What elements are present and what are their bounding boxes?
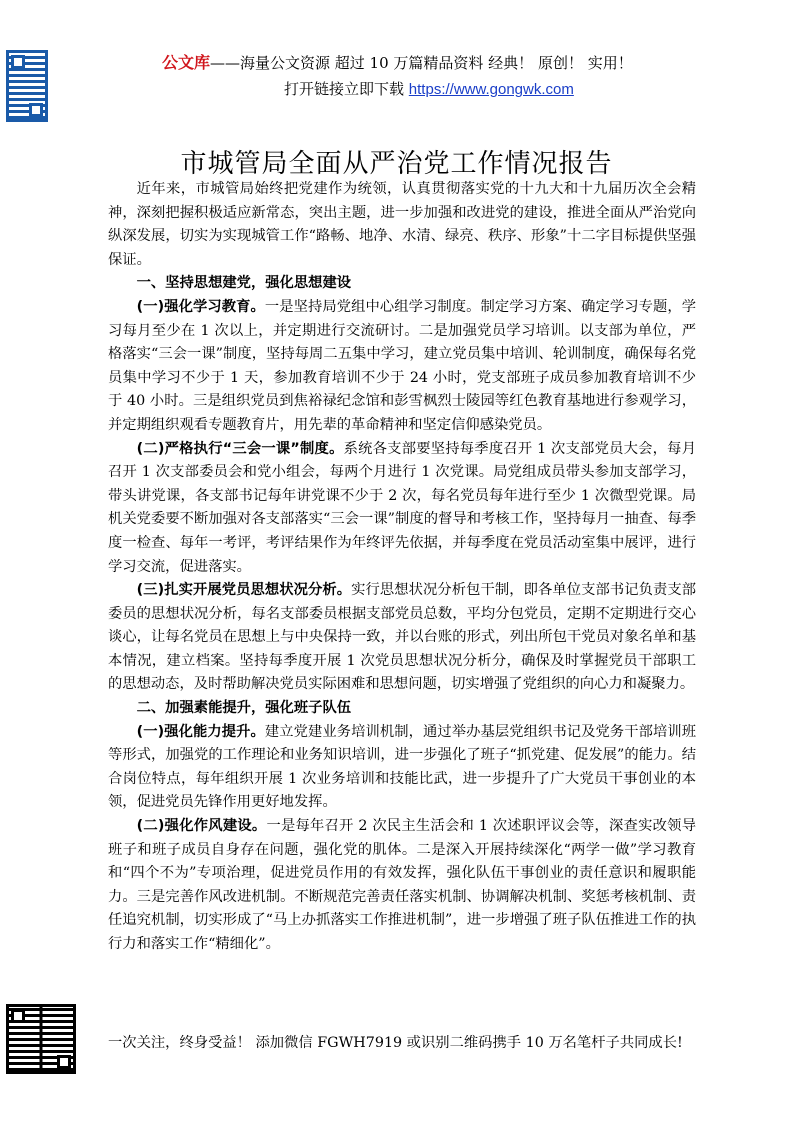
paragraph-lead: (三)扎实开展党员思想状况分析。 [136,582,352,599]
paragraph [108,579,696,697]
paragraph [108,296,696,438]
paragraph [108,721,696,815]
qr-code-icon [6,1004,76,1074]
paragraph-text: 实行思想状况分析包干制，即各单位支部书记负责支部委员的思想状况分析，每名支部委员根据支部党员总数，平均分包党员，定期不定期进行交心谈心，让每名党员在思想上与中央保持一致，并以台账的形式，列出所包干党员对象名单和基本情况，建立档案。坚持每季度开展 1 次党员思想状况分析分，确保及时掌握党员干部职工的思想动态，及时帮助解决党员实际困难和思想问题，切实增强了党组织的向心力和凝聚力。 [108,582,696,693]
paragraph-text: 近年来，市城管局始终把党建作为统领，认真贯彻落实党的十九大和十九届历次全会精神，深刻把握积极适应新常态，突出主题，进一步加强和改进党的建设，推进全面从严治党向纵深发展，切实为实现城管工作“路畅、地净、水清、绿亮、秩序、形象”十二字目标提供坚强保证。 [108,181,696,268]
header-download-line [284,78,574,99]
paragraph-text: 建立党建业务培训机制，通过举办基层党组织书记及党务干部培训班等形式，加强党的工作理论和业务知识培训，进一步强化了班子“抓党建、促发展”的能力。结合岗位特点，每年组织开展 1 次业务培训和技能比武，进一步提升了广大党员干事创业的本领，促进党员先锋作用更好地发挥。 [108,723,696,811]
paragraph-text: 一是每年召开 2 次民主生活会和 1 次述职评议会等，深查实改领导班子和班子成员自身存在问题，强化党的肌体。二是深入开展持续深化“两学一做”学习教育和“四个不为”专项治理，促进党员作用的有效发挥，强化队伍干事创业的责任意识和履职能力。三是完善作风改进机制。不断规范完善责任落实机制、协调解决机制、奖惩考核机制、责任追究机制，切实形成了“马上办抓落实工作推进机制”，进一步增强了班子队伍推进工作的执行力和落实工作“精细化”。 [108,818,696,952]
paragraph [108,815,696,957]
slogan: ——海量公文资源 超过 10 万篇精品资料 经典！ 原创！ 实用！ [210,54,633,72]
brand-name: 公文库 [162,53,211,72]
footer-note: 一次关注，终身受益！ 添加微信 FGWH7919 或识别二维码携手 10 万名笔杆子共同成长! [108,1035,683,1051]
section-heading: 二、加强素能提升，强化班子队伍 [136,700,352,717]
download-text: 打开链接立即下载 [284,80,405,98]
paragraph-lead: (二)严格执行“三会一课”制度。 [136,440,344,457]
qr-code-icon [6,50,48,122]
paragraph [108,438,696,580]
website-link[interactable]: https://www.gongwk.com [408,81,574,98]
document-body [108,178,696,957]
section-heading: 一、坚持思想建党，强化思想建设 [136,275,352,292]
paragraph-lead: (一)强化学习教育。 [136,298,265,315]
paragraph-text: 系统各支部要坚持每季度召开 1 次支部党员大会，每月召开 1 次支部委员会和党小组会，每两个月进行 1 次党课。局党组成员带头参加支部学习，带头讲党课，各支部书记每年讲党课不少于 2 次，每名党员每年进行至少 1 次微型党课。局机关党委要不断加强对各支部落实“三会一课”制度的督导和考核工作，坚持每月一抽查、每季度一检查、每年一考评，考评结果作为年终评先依据，并每季度在党员活动室集中展评，进行学习交流，促进落实。 [108,440,696,575]
paragraph [108,178,696,272]
document-title: 市城管局全面从严治党工作情况报告 [180,149,613,179]
paragraph-text: 一是坚持局党组中心组学习制度。制定学习方案、确定学习专题，学习每月至少在 1 次以上，并定期进行交流研讨。二是加强党员学习培训。以支部为单位，严格落实“三会一课”制度，坚持每周二五集中学习，建立党员集中培训、轮训制度，确保每名党员集中学习不少于 1 天，参加教育培训不少于 24 小时，党支部班子成员参加教育培训不少于 40 小时。三是组织党员到焦裕禄纪念馆和彭雪枫烈士陵园等红色教育基地进行参观学习，并定期组织观看专题教育片，用先辈的革命精神和坚定信仰感染党员。 [108,298,696,433]
header-slogan-line [162,50,662,73]
paragraph-lead: (二)强化作风建设。 [136,818,267,835]
paragraph-lead: (一)强化能力提升。 [136,723,265,740]
